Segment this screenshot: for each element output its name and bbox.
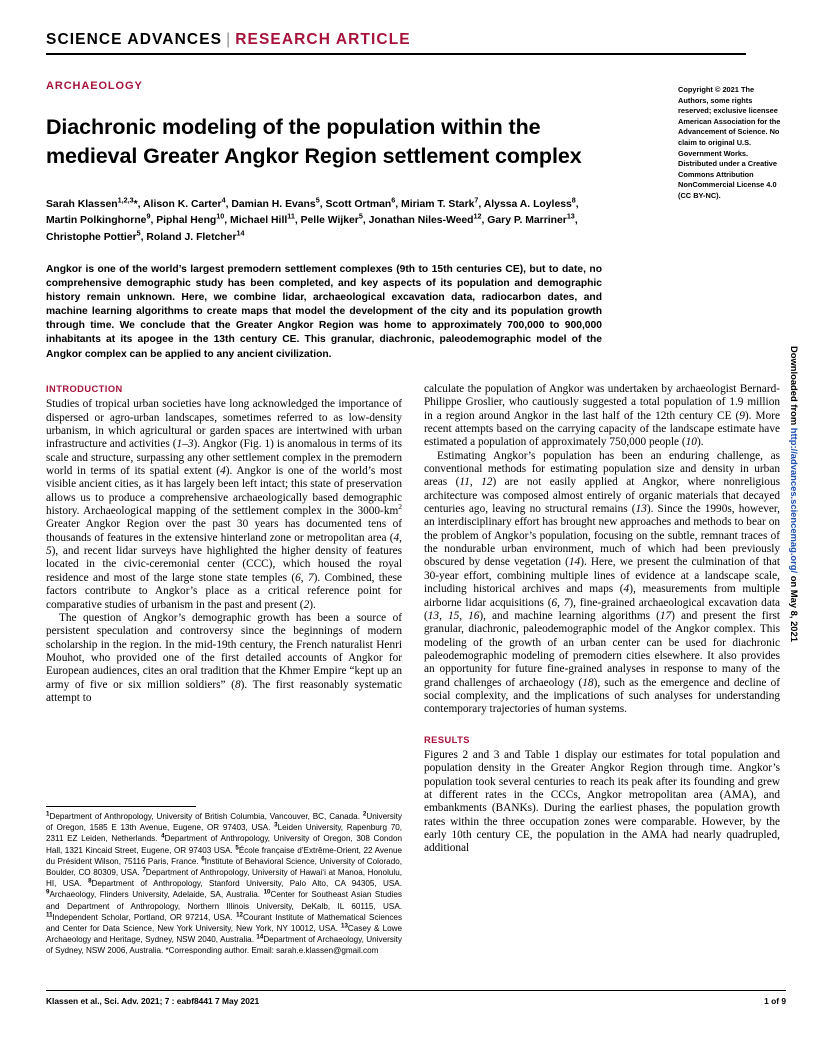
paragraph: Figures 2 and 3 and Table 1 display our estimates for total population and population density in the Greater Angkor Region through time. Angkor’s population took several centuries to reach its peak after its founding and grew at different rates in the CCCs, Angkor metropolitan area (AMA), and embankments (BANKs). During the earliest phases, the population growth rates within the three occupation zones were comparable. However, by the early 10th century CE, the population in the AMA had nearly quadrupled, additional <box>424 748 780 855</box>
copyright-block: Copyright © 2021 The Authors, some rights reserved; exclusive licensee American Association for the Advancement of Science. No claim to original U.S. Government Works. Distributed under a Creative Commons Attribution NonCommercial License 4.0 (CC BY-NC). <box>678 85 781 200</box>
footer-citation: Klassen et al., Sci. Adv. 2021; 7 : eabf8441 7 May 2021 <box>46 996 260 1006</box>
download-prefix: Downloaded from <box>789 346 800 428</box>
download-url[interactable]: http://advances.sciencemag.org/ <box>789 427 800 574</box>
affiliations: $^1$Department of Anthropology, University of British Columbia, Vancouver, BC, Canada. $^2$University of Oregon, 1585 E 13th Avenue, Eugene, OR 97403, USA. $^3$Leiden University, Rapenburg 70, 2311 EZ Leiden, Netherlands. $^4$Department of Anthropology, University of Oregon, 308 Condon Hall, 1321 Kincaid Street, Eugene, OR 97403 USA. $^5$École française d’Extrême-Orient, 22 Avenue du Président Wilson, 75116 Paris, France. $^6$Institute of Behavioral Science, University of Colorado, Boulder, CO 80309, USA. $^7$Department of Anthropology, University of Hawai‘i at Manoa, Honolulu, HI, USA. $^8$Department of Anthropology, Stanford University, Palo Alto, CA 94305, USA. $^9$Archaeology, Flinders University, Adelaide, SA, Australia. $^{10}$Center for Southeast Asian Studies and Department of Anthropology, Northern Illinois University, DeKalb, IL 60115, USA. $^{11}$Independent Scholar, Portland, OR 97214, USA. $^{12}$Courant Institute of Mathematical Sciences and Center for Data Science, New York University, New York, NY 10012, USA. $^{13}$Casey & Lowe Archaeology and Heritage, Sydney, NSW 2040, Australia. $^{14}$Department of Archaeology, University of Sydney, NSW 2006, Australia. *Corresponding author. Email: sarah.e.klassen@gmail.com <box>46 810 403 956</box>
section-heading-results: RESULTS <box>424 734 470 745</box>
masthead-separator: | <box>226 31 232 48</box>
footer-page-number: 1 of 9 <box>764 996 786 1006</box>
download-suffix: on May 8, 2021 <box>789 573 800 642</box>
page-title: Diachronic modeling of the population within the medieval Greater Angkor Region settlement complex <box>46 115 582 169</box>
author-list: Sarah Klassen$^{1,2,3}$*, Alison K. Carter$^4$, Damian H. Evans$^5$, Scott Ortman$^6$, Miriam T. Stark$^7$, Alyssa A. Loyless$^8$, Martin Polkinghorne$^9$, Piphal Heng$^{10}$, Michael Hill$^{11}$, Pelle Wijker$^5$, Jonathan Niles-Weed$^{12}$, Gary P. Marriner$^{13}$, Christophe Pottier$^5$, Roland J. Fletcher$^{14}$ <box>46 195 579 243</box>
masthead-divider <box>46 53 746 55</box>
footer-divider <box>46 990 786 991</box>
journal-name: SCIENCE ADVANCES <box>46 31 223 48</box>
downloaded-from-watermark <box>789 346 800 676</box>
body-column-left <box>46 383 402 705</box>
paragraph: The question of Angkor’s demographic growth has been a source of persistent speculation and controversy since the beginnings of modern scholarship in the region. In the mid-19th century, the French naturalist Henri Mouhot, who provided one of the first detailed accounts of Angkor for European audiences, cites an oral tradition that the Khmer Empire “kept up an army of five or six million soldiers” (8). The first reasonably systematic attempt to <box>46 611 403 704</box>
masthead-text <box>46 31 746 49</box>
subject-kicker: ARCHAEOLOGY <box>46 80 143 92</box>
journal-masthead <box>46 31 746 55</box>
section-heading-introduction: INTRODUCTION <box>46 384 123 394</box>
paragraph: Studies of tropical urban societies have long acknowledged the importance of dispersed or agro-urban landscapes, sometimes referred to as low-density urbanism, in which agricultural or garden spaces are intertwined with urban infrastructure and activities (1–3). Angkor (Fig. 1) is anomalous in terms of its scale and structure, surpassing any other settlement complex in the premodern world in terms of its spatial extent (4). Angkor is one of the world’s most visible ancient cities, as it has largely been left intact; this state of preservation allows us to produce a comprehensive archaeologically based demographic history. Archaeological mapping of the settlement complex in the $3000-km^2$ Greater Angkor Region over the past 30 years has documented tens of thousands of features in the extensive hinterland zone or metropolitan area (4, 5), and recent lidar surveys have highlighted the higher density of features located in the civic-ceremonial center (CCC), which housed the royal residence and most of the large stone state temples (6, 7). Combined, these factors contribute to Angkor’s place as a critical reference point for comparative studies of urbanism in the past and present (2). <box>46 398 402 611</box>
article-type: RESEARCH ARTICLE <box>235 31 411 48</box>
paragraph: calculate the population of Angkor was undertaken by archaeologist Bernard-Philippe Groslier, who cautiously suggested a total population of 1.9 million in a region around Angkor in the last half of the 12th century CE (9). More recent attempts based on the carrying capacity of the landscape estimate have estimated a population of approximately 750,000 people (10). <box>424 383 780 449</box>
paragraph: Estimating Angkor’s population has been an enduring challenge, as conventional methods for estimating population size and density in urban areas (11, 12) are not easily applied at Angkor, where nonreligious architecture was composed almost entirely of organic materials that decayed centuries ago, leaving no structural remains (13). Since the 1990s, however, an interdisciplinary effort has brought new approaches and methods to bear on the problem of Angkor’s population, focusing on the subtle, remnant traces of the nondurable urban environment, much of which had been previously obscured by dense vegetation (14). Here, we present the culmination of that 30-year effort, combining multiple lines of evidence at a landscape scale, including historical archives and maps (4), measurements from multiple airborne lidar acquisitions (6, 7), fine-grained archaeological excavation data (13, 15, 16), and machine learning algorithms (17) and present the first granular, diachronic, paleodemographic model of the Angkor complex. This modeling of the growth of an urban center can be used for diachronic paleodemographic modeling of premodern cities elsewhere. It also provides an opportunity for future fine-grained analyses in response to many of the grand challenges of archaeology (18), such as the emergence and decline of social complexity, and the implications of such analyses for understanding contemporary trajectories of human systems. <box>424 449 780 716</box>
affiliations-divider <box>46 806 196 807</box>
body-column-right <box>424 383 780 856</box>
abstract: Angkor is one of the world’s largest premodern settlement complexes (9th to 15th centuries CE), but to date, no comprehensive demographic study has been completed, and key aspects of its population and demographic history remain unknown. Here, we combine lidar, archaeological excavation data, radiocarbon dates, and machine learning algorithms to create maps that model the development of the city and its population growth through time. We conclude that the Greater Angkor Region was home to approximately 700,000 to 900,000 inhabitants at its apogee in the 13th century CE. This granular, diachronic, paleodemographic model of the Angkor complex can be applied to any ancient civilization. <box>46 264 602 360</box>
